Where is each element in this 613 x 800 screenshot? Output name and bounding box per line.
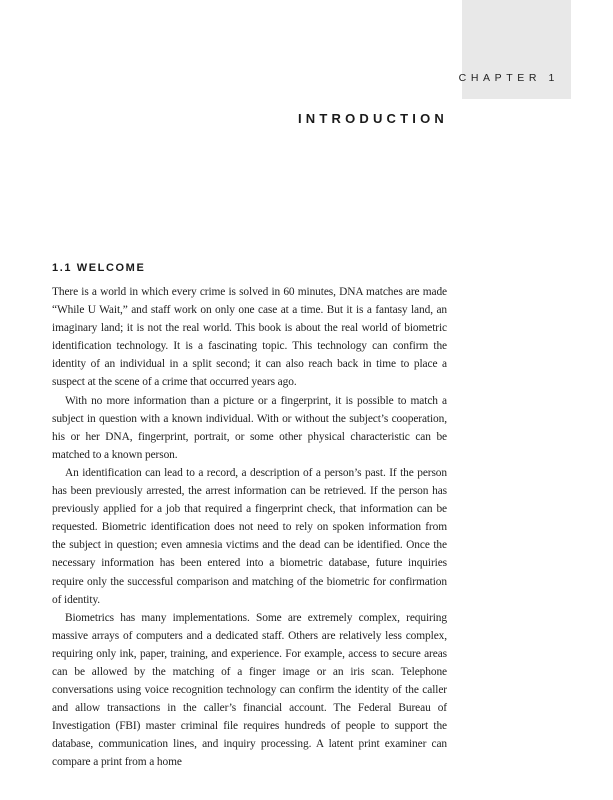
paragraph: There is a world in which every crime is solved in 60 minutes, DNA matches are made “While U Wait,” and staff work on only one case at a time. But it is a fantasy land, an imaginary land; it is not the real world. This book is about the real world of biometric identification technology. It is a fascinating topic. This technology can confirm the identity of an individual in a split second; it can also reach back in time to place a suspect at the scene of a crime that occurred years ago. [52, 286, 447, 389]
chapter-tab [458, 0, 571, 99]
paragraph: Biometrics has many implementations. Some are extremely complex, requiring massive arrays of computers and a dedicated staff. Others are relatively less complex, requiring only ink, paper, training, and experience. For example, access to secure areas can be allowed by the matching of a finger image or an iris scan. Telephone conversations using voice recognition technology can confirm the identity of the caller and allow transactions in the caller’s financial account. The Federal Bureau of Investigation (FBI) master criminal file requires hundreds of people to support the database, communication lines, and inquiry processing. A latent print examiner can compare a print from a home [52, 611, 447, 769]
section-heading: 1.1 WELCOME [52, 262, 146, 274]
body-text [52, 283, 447, 772]
paragraph: An identification can lead to a record, a description of a person’s past. If the person has been previously arrested, the arrest information can be retrieved. If the person has previously applied for a job that required a fingerprint check, that information can be requested. Biometric identification does not need to rely on spoken information from the subject in question; even amnesia victims and the dead can be identified. Once the necessary information has been entered into a biometric database, future inquiries require only the successful comparison and matching of the biometric for confirmation of identity. [52, 466, 447, 606]
chapter-title: INTRODUCTION [297, 111, 448, 126]
paragraph: With no more information than a picture or a fingerprint, it is possible to match a subject in question with a known individual. With or without the subject’s cooperation, his or her DNA, fingerprint, portrait, or some other physical characteristic can be matched to a known person. [52, 394, 447, 461]
chapter-label: CHAPTER 1 [458, 72, 559, 84]
